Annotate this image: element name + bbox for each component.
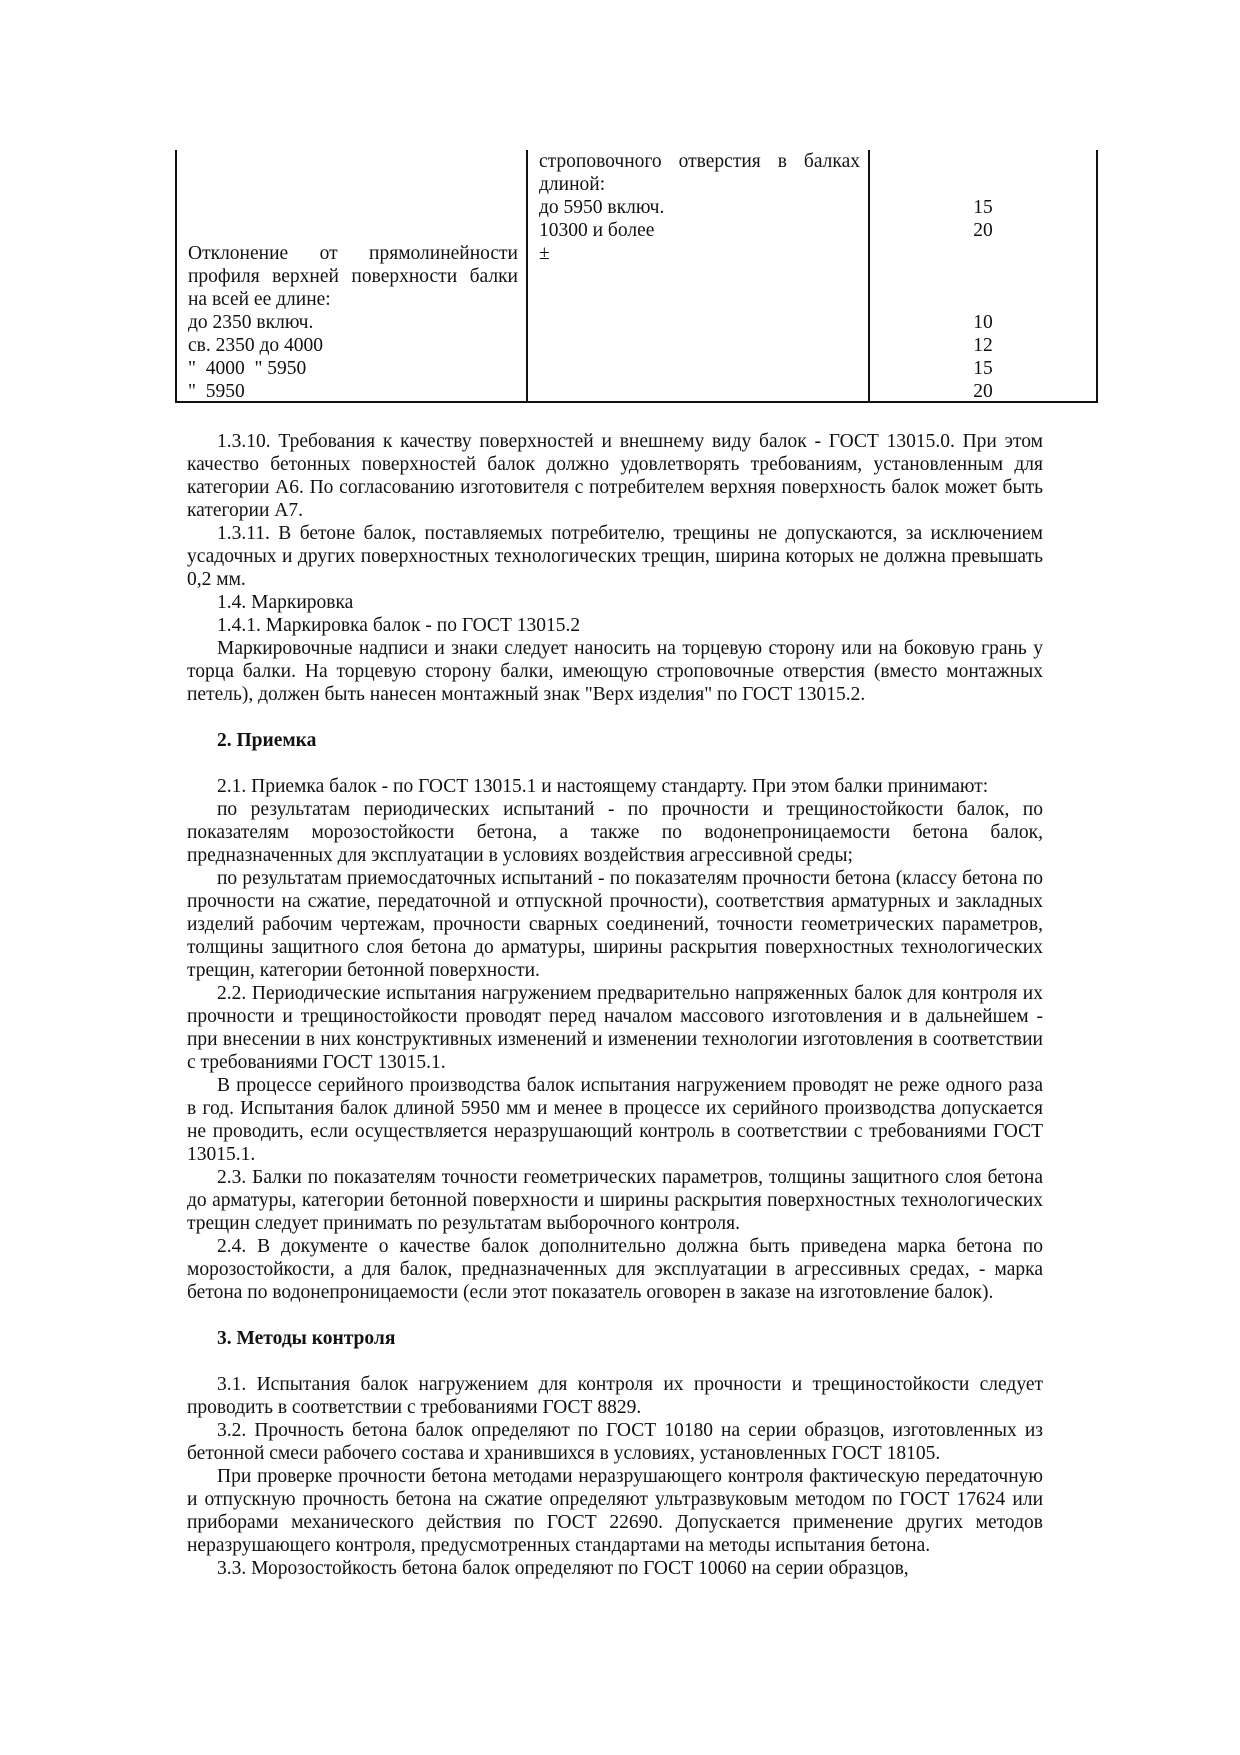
table-value bbox=[870, 150, 1096, 173]
table-cell-line: до 2350 включ. bbox=[188, 312, 314, 333]
table-cell-line bbox=[188, 219, 518, 242]
document-body bbox=[187, 430, 1043, 1580]
table-column-parameter bbox=[177, 150, 528, 401]
paragraph-2-1-periodic: по результатам периодических испытаний - по прочности и трещиностойкости балок, по показателям морозостойкости бетона, а также по водонепроницаемости бетона балок, предназначенных для эксплуатации в условиях воздействия агрессивной среды; bbox=[187, 799, 1043, 866]
table-cell-line: " 5950 bbox=[188, 381, 245, 402]
section-1-4-title: 1.4. Маркировка bbox=[217, 592, 354, 613]
table-value: 20 bbox=[973, 220, 993, 241]
table-cell-line bbox=[188, 173, 518, 196]
table-cell-line: св. 2350 до 4000 bbox=[188, 335, 324, 356]
paragraph-1-4-1: 1.4.1. Маркировка балок - по ГОСТ 13015.2 bbox=[217, 615, 581, 636]
table-column-description bbox=[528, 150, 870, 401]
table-cell-line bbox=[188, 196, 518, 219]
table-cell-line bbox=[539, 288, 860, 311]
table-column-tolerance-value bbox=[870, 150, 1096, 401]
paragraph-2-3: 2.3. Балки по показателям точности геометрических параметров, толщины защитного слоя бетона до арматуры, категории бетонной поверхности и ширины раскрытия поверхностных технологических трещин следует принимать по результатам выборочного контроля. bbox=[187, 1167, 1043, 1234]
tolerance-table bbox=[175, 150, 1098, 403]
paragraph-3-2: 3.2. Прочность бетона балок определяют по ГОСТ 10180 на серии образцов, изготовленных из бетонной смеси рабочего состава и хранившихся в условиях, установленных ГОСТ 18105. bbox=[187, 1420, 1043, 1464]
paragraph-2-2-serial: В процессе серийного производства балок испытания нагружением проводят не реже одного раза в год. Испытания балок длиной 5950 мм и менее в процессе их серийного производства допускается не проводить, если осуществляется неразрушающий контроль в соответствии с требованиями ГОСТ 13015.1. bbox=[187, 1075, 1043, 1165]
table-cell-line bbox=[188, 150, 518, 173]
table-value bbox=[870, 265, 1096, 288]
table-cell-line: до 5950 включ. bbox=[539, 197, 665, 218]
table-cell-line bbox=[539, 265, 860, 288]
table-cell-line: Отклонение от прямолинейности bbox=[188, 243, 518, 264]
table-cell-line: " 4000 " 5950 bbox=[188, 358, 307, 379]
paragraph-2-2: 2.2. Периодические испытания нагружением предварительно напряженных балок для контроля их прочности и трещиностойкости проводят перед началом массового изготовления и в дальнейшем - при внесении в них конструктивных изменений и изменении технологии изготовления в соответствии с требованиями ГОСТ 13015.1. bbox=[187, 983, 1043, 1073]
table-cell-line: 10300 и более bbox=[539, 220, 655, 241]
table-value bbox=[870, 288, 1096, 311]
paragraph-2-1: 2.1. Приемка балок - по ГОСТ 13015.1 и настоящему стандарту. При этом балки принимают: bbox=[217, 776, 989, 797]
table-value: 20 bbox=[973, 381, 993, 402]
table-cell-line bbox=[539, 311, 860, 334]
table-cell-line bbox=[539, 380, 860, 403]
section-heading-3: 3. Методы контроля bbox=[217, 1328, 396, 1349]
table-value bbox=[870, 242, 1096, 265]
table-value: 10 bbox=[973, 312, 993, 333]
table-value bbox=[870, 173, 1096, 196]
paragraph-2-4: 2.4. В документе о качестве балок дополнительно должна быть приведена марка бетона по морозостойкости, а для балок, предназначенных для эксплуатации в агрессивных средах, - марка бетона по водонепроницаемости (если этот показатель оговорен в заказе на изготовление балок). bbox=[187, 1236, 1043, 1303]
paragraph-2-1-acceptance: по результатам приемосдаточных испытаний - по показателям прочности бетона (классу бетона по прочности на сжатие, передаточной и отпускной прочности), соответствия арматурных и закладных изделий рабочим чертежам, прочности сварных соединений, точности геометрических параметров, толщины защитного слоя бетона до арматуры, ширины раскрытия поверхностных технологических трещин, категории бетонной поверхности. bbox=[187, 868, 1043, 981]
section-heading-2: 2. Приемка bbox=[217, 730, 317, 751]
table-cell-line: длиной: bbox=[539, 174, 606, 195]
paragraph-3-2-nondestructive: При проверке прочности бетона методами неразрушающего контроля фактическую передаточную и отпускную прочность бетона на сжатие определяют ультразвуковым методом по ГОСТ 17624 или приборами механического действия по ГОСТ 22690. Допускается применение других методов неразрушающего контроля, предусмотренных стандартами на методы испытания бетона. bbox=[187, 1466, 1043, 1556]
table-cell-line bbox=[539, 334, 860, 357]
table-cell-line: на всей ее длине: bbox=[188, 289, 331, 310]
table-value: 15 bbox=[973, 197, 993, 218]
table-value: 12 bbox=[973, 335, 993, 356]
table-cell-line: строповочного отверстия в балках bbox=[539, 151, 860, 172]
table-cell-line: профиля верхней поверхности балки bbox=[188, 266, 518, 287]
paragraph-1-3-11: 1.3.11. В бетоне балок, поставляемых потребителю, трещины не допускаются, за исключением усадочных и других поверхностных технологических трещин, ширина которых не должна превышать 0,2 мм. bbox=[187, 523, 1043, 590]
table-cell-line bbox=[539, 357, 860, 380]
paragraph-3-1: 3.1. Испытания балок нагружением для контроля их прочности и трещиностойкости следует проводить в соответствии с требованиями ГОСТ 8829. bbox=[187, 1374, 1043, 1418]
paragraph-marking: Маркировочные надписи и знаки следует наносить на торцевую сторону или на боковую грань у торца балки. На торцевую сторону балки, имеющую строповочные отверстия (вместо монтажных петель), должен быть нанесен монтажный знак "Верх изделия" по ГОСТ 13015.2. bbox=[187, 638, 1043, 705]
paragraph-3-3: 3.3. Морозостойкость бетона балок определяют по ГОСТ 10060 на серии образцов, bbox=[217, 1558, 909, 1579]
paragraph-1-3-10: 1.3.10. Требования к качеству поверхностей и внешнему виду балок - ГОСТ 13015.0. При этом качество бетонных поверхностей балок должно удовлетворять требованиям, установленным для категории А6. По согласованию изготовителя с потребителем верхняя поверхность балок может быть категории А7. bbox=[187, 431, 1043, 521]
plus-minus-symbol: ± bbox=[539, 243, 550, 264]
table-value: 15 bbox=[973, 358, 993, 379]
